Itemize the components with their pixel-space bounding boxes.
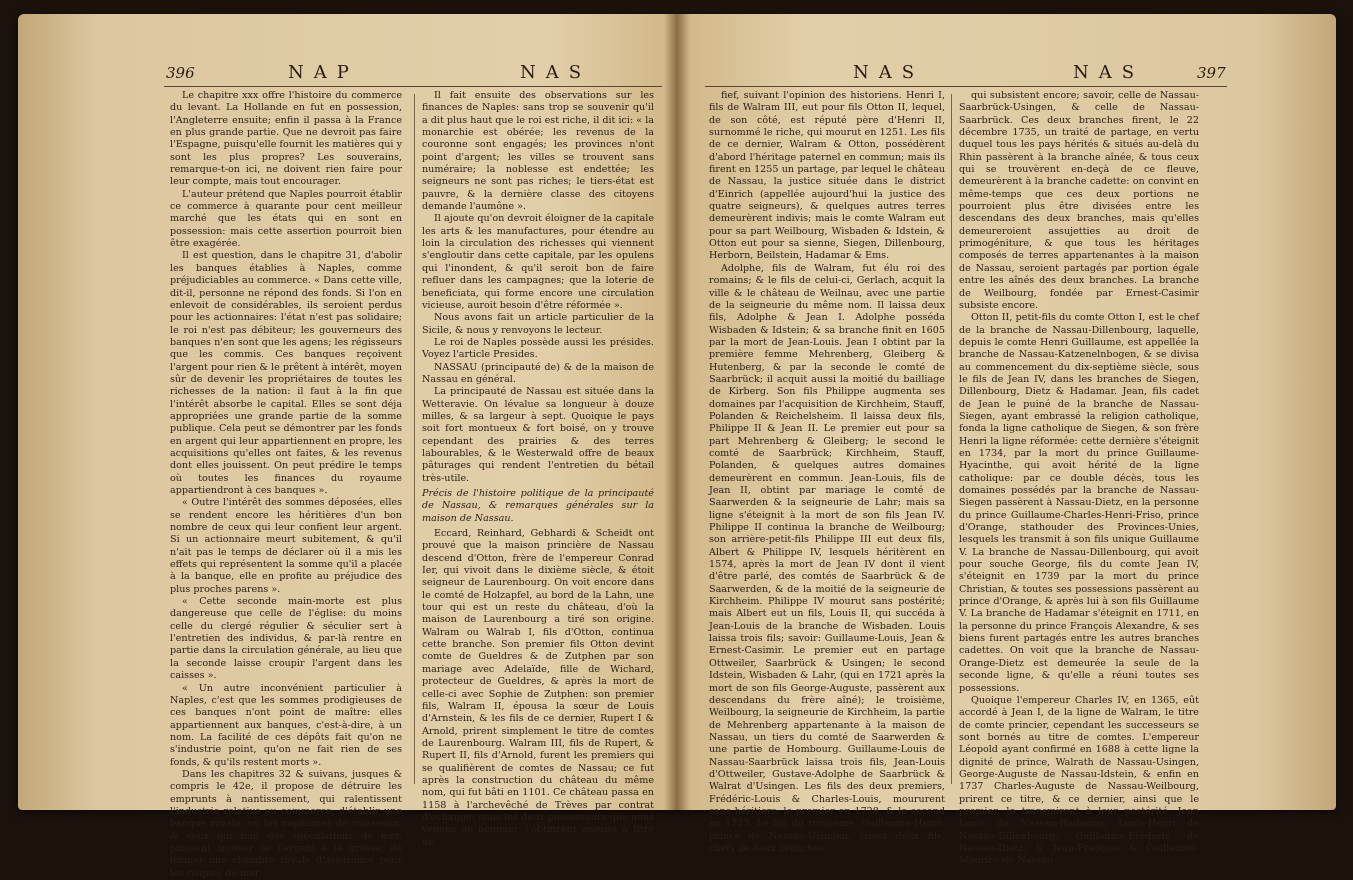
paragraph: Précis de l'histoire politique de la principauté de Nassau, & remarques générales sur la maison de Nassau. [422, 488, 654, 524]
column-divider [951, 94, 952, 784]
paragraph: Il ajoute qu'on devroit éloigner de la capitale les arts & les manufactures, pour étendre au loin la circulation des richesses qui viennent s'engloutir dans cette capitale, par les opulens qui l'inondent, & qu'il seroit bon de faire refluer dans les campagnes; que la loterie de beneficiata, qui forme encore une circulation vicieuse, auroit besoin d'être réformée ». [422, 213, 654, 311]
column-divider [414, 94, 415, 784]
page-number: 396 [166, 64, 195, 82]
right-page-header [677, 62, 1336, 86]
paragraph: L'auteur prétend que Naples pourroit établir ce commerce à quarante pour cent meilleur marché que les états qui en sont en possession: mais cette assertion pourroit bien être exagérée. [170, 188, 402, 250]
running-head: NAS [1073, 62, 1145, 83]
running-head: NAS [520, 62, 592, 83]
paragraph: Il fait ensuite des observations sur les finances de Naples: sans trop se souvenir qu'il a dit plus haut que le roi est riche, il dit ici: « la monarchie est obérée; les revenus de la couronne sont engagés; les provinces n'ont point d'argent; les villes se trouvent sans numéraire; la noblesse est endettée; les seigneurs ne sont pas riches; le tiers-état est pauvre, & la dernière classe des citoyens demande l'aumône ». [422, 90, 654, 213]
header-rule [705, 86, 1227, 87]
page-number: 397 [1197, 64, 1226, 82]
right-page [677, 14, 1336, 867]
paragraph: « Outre l'intérêt des sommes déposées, elles se rendent encore les héritières d'un bon nombre de ceux qui leur confient leur argent. Si un actionnaire meurt subitement, & qu'il n'ait pas le temps de déclarer où il a mis les effets qui représentent la somme qu'il a placée à la banque, elle en profite au préjudice des plus proches parens ». [170, 497, 402, 595]
paragraph: Adolphe, fils de Walram, fut élu roi des romains; & le fils de celui-ci, Gerlach, acquit la ville & le château de Weilnau, avec une partie de la seigneurie du même nom. Il laissa deux fils, Adolphe & Jean I. Adolphe posséda Wisbaden & Idstein; & sa branche finit en 1605 par la mort de Jean-Louis. Jean I obtint par la première femme Mehrenberg, Gleiberg & Hutenberg, & par la seconde le comté de Saarbrück; il acquit aussi la moitié du bailliage de Kirberg. Son fils Philippe augmenta ses domaines par l'acquisition de Kirchheim, Stauff, Polanden & Reichelsheim. Il laissa deux fils, Philippe II & Jean II. Le premier eut pour sa part Mehrenberg & Gleiberg; le second le comté de Saarbrück; Kirchheim, Stauff, Polanden, & quelques autres domaines demeurèrent en commun. Jean-Louis, fils de Jean II, obtint par mariage le comté de Saarwerden & la seigneurie de Lahr; mais sa ligne s'éteignit à la mort de son fils Jean IV. Philippe II continua la branche de Weilbourg; son arrière-petit-fils Philippe III eut deux fils, Albert & Philippe IV, lesquels héritèrent en 1574, après la mort de Jean IV dont il vient d'être parlé, des comtés de Saarbrück & de Saarwerden, & de la moitié de la seigneurie de Kirchheim. Philippe IV mourut sans postérité; mais Albert eut un fils, Louis II, qui succéda à Jean-Louis de la branche de Wisbaden. Louis laissa trois fils; savoir: Guillaume-Louis, Jean & Ernest-Casimir. Le premier eut en partage Ottweiler, Saarbrück & Usingen; le second Idstein, Wisbaden & Lahr, (qui en 1721 après la mort de son fils George-Auguste, passèrent aux descendans du frère aîné); le troisième, Weilbourg, la seigneurie de Kirchheim, la partie de Mehrenberg appartenante à la maison de Nassau, un tiers du comté de Saarwerden & une partie de Hombourg. Guillaume-Louis de Nassau-Saarbrück laissa trois fils, Jean-Louis d'Ottweiler, Gustave-Adolphe de Saarbrück & Walrat d'Usingen. Les fils des deux premiers, Frédéric-Louis & Charles-Louis, moururent sans héritiers; le premier en 1728, & le second en 1723. Le fils du troisième, Guillaume-Henri, prince de Nassau-Usingen, laissa deux fils, chefs de deux branches [709, 262, 945, 854]
text-column [170, 90, 402, 879]
paragraph: NASSAU (principauté de) & de la maison de Nassau en général. [422, 361, 654, 385]
header-rule [164, 86, 662, 87]
paragraph: « Un autre inconvénient particulier à Naples, c'est que les sommes prodigieuses de ces banques n'ont point de maître: elles appartiennent aux banques, c'est-à-dire, à un nom. La facilité de ces dépôts fait qu'on ne s'industrie point, qu'on ne fait rien de ses fonds, & qu'ils restent morts ». [170, 682, 402, 768]
left-page-header [18, 62, 677, 86]
paragraph: Eccard, Reinhard, Gebhardi & Scheidt ont prouvé que la maison princière de Nassau descend d'Otton, frère de l'empereur Conrad Ier, qui vivoit dans le dixième siècle, & étoit seigneur de Laurenbourg. On voit encore dans le comté de Holzapfel, au bord de la Lahn, une tour qui est un reste du château, d'où la maison de Laurenbourg a tiré son origine. Walram ou Walrab I, fils d'Otton, continua cette branche. Son premier fils Otton devint comte de Gueldres & de Zutphen par son mariage avec Adelaïde, fille de Wichard, protecteur de Gueldres, & après la mort de celle-ci avec Sophie de Zutphen: son premier fils, Walram II, épousa la sœur de Louis d'Arnstein, & les fils de ce dernier, Rupert I & Arnold, prirent simplement le titre de comtes de Laurenbourg. Walram III, fils de Rupert, & Rupert II, fils d'Arnold, furent les premiers qui se qualifièrent de comtes de Nassau; ce fut après la construction du château du même nom, qui fut bâti en 1101. Ce château passa en 1158 à l'archevêché de Trèves par contrat d'échange; mais les deux possesseurs que nous venons de nommer, l'obtinrent ensuite à titre de [422, 528, 654, 848]
paragraph: Le chapitre xxx offre l'histoire du commerce du levant. La Hollande en fut en possession, l'Angleterre ensuite; enfin il passa à la France en plus grande partie. Que ne devroit pas faire l'Espagne, puisqu'elle fournit les matières qui y sont les plus propres? Les souverains, remarque-t-on ici, ne doivent rien faire pour leur compte, mais tout encourager. [170, 90, 402, 188]
paragraph: Nous avons fait un article particulier de la Sicile, & nous y renvoyons le lecteur. [422, 312, 654, 336]
paragraph: qui subsistent encore; savoir, celle de Nassau-Saarbrück-Usingen, & celle de Nassau-Saarbrück. Ces deux branches firent, le 22 décembre 1735, un traité de partage, en vertu duquel tous les pays hérités & situés au-delà du Rhin passèrent à la branche aînée, & tous ceux qui se trouvèrent en-deçà de ce fleuve, demeurèrent à la branche cadette: on convint en même-temps que ces deux portions ne pourroient plus être divisées entre les descendans des deux branches, mais qu'elles demeureroient assujetties au droit de primogéniture, & que tous les héritages composés de terres appartenantes à la maison de Nassau, seroient partagés par portion égale entre les aînés des deux branches. La branche de Weilbourg, fondée par Ernest-Casimir subsiste encore. [959, 90, 1199, 311]
paragraph: Quoique l'empereur Charles IV, en 1365, eût accordé à Jean I, de la ligne de Walram, le titre de comte princier, cependant les successeurs se sont bornés au titre de comtes. L'empereur Léopold ayant confirmé en 1688 à cette ligne la dignité de prince, Walrath de Nassau-Usingen, George-Auguste de Nassau-Idstein, & enfin en 1737 Charles-Auguste de Nassau-Weilbourg, prirent ce titre, & ce dernier, ainsi que le premier, le transmirent à leur postérité. Jean Louis de Nassau-Hadamar, Louis-Henri de Nassau-Dillenbourg, Guillaume-Frédéric de Nassau-Dietz, & Jean-François & Guillaume-Maurice de Nassau- [959, 694, 1199, 867]
left-page [18, 14, 677, 879]
paragraph: La principauté de Nassau est située dans la Wetteravie. On lévalue sa longueur à douze milles, & sa largeur à sept. Quoique le pays soit fort montueux & fort boisé, on y trouve cependant des prairies & des terres labourables, & le Westerwald offre de beaux pâturages qui rendent l'entretien du bétail très-utile. [422, 386, 654, 484]
book-spread [18, 14, 1336, 879]
running-head: NAS [853, 62, 925, 83]
text-column [709, 90, 945, 854]
paragraph: Il est question, dans le chapitre 31, d'abolir les banques établies à Naples, comme préjudiciables au commerce. « Dans cette ville, dit-il, personne ne répond des fonds. Si l'on en enlevoit de considérables, ils seroient perdus pour les actionnaires: l'état n'est pas solidaire; le roi n'est pas débiteur; les gouverneurs des banques n'en sont que les agens; les régisseurs que les commis. Ces banques reçoivent l'argent pour rien & le prêtent à intérêt, moyen sûr de devenir les propriétaires de toutes les richesses de la nation: il faut à la fin que l'intérêt absorbe le capital. Elles se sont déja appropriées une grande partie de la somme publique. Cela peut se démontrer par les fonds en argent qui leur appartiennent en propre, les acquisitions qu'elles ont faites, & les revenus dont elles jouissent. On peut prédire le temps où toutes les finances du royaume appartiendront à ces banques ». [170, 250, 402, 496]
paragraph: Le roi de Naples possède aussi les présides. Voyez l'article Presides. [422, 336, 654, 361]
running-head: NAP [288, 62, 359, 83]
paragraph: Otton II, petit-fils du comte Otton I, est le chef de la branche de Nassau-Dillenbourg, laquelle, depuis le comte Henri Guillaume, est appellée la branche de Nassau-Katzenelnbogen, & se divisa au commencement du dix-septième siècle, sous le fils de Jean IV, dans les branches de Siegen, Dillenbourg, Dietz & Hadamar. Jean, fils cadet de Jean le puiné de la branche de Nassau-Siegen, ayant embrassé la religion catholique, fonda la ligne catholique de Siegen, & son frère Henri la ligne réformée: cette dernière s'éteignit en 1734, par la mort du prince Guillaume-Hyacinthe, qui avoit hérité de la ligne catholique: par ce double décès, tous les domaines possédés par la branche de Nassau-Siegen passèrent à Nassau-Dietz, en la personne du prince Guillaume-Charles-Henri-Friso, prince d'Orange, stathouder des Provinces-Unies, lesquels les transmit à son fils unique Guillaume V. La branche de Nassau-Dillenbourg, qui avoit pour souche George, fils du comte Jean IV, s'éteignit en 1739 par la mort du prince Christian, & toutes ses possessions passèrent au prince d'Orange, & après lui à son fils Guillaume V. La branche de Hadamar s'éteignit en 1711, en la personne du prince François Alexandre, & ses biens furent partagés entre les autres branches cadettes. On voit que la branche de Nassau-Orange-Dietz est demeurée la seule de la seconde ligne, & qu'elle a réuni toutes ses possessions. [959, 312, 1199, 694]
paragraph: Dans les chapitres 32 & suivans, jusques & compris le 42e, il propose de détruire les emprunts à nantissement, qui ralentissent l'industrie relative au commerce; d'établir une banque royale, où les capitaines de vaisseaux, & ceux qui font des spéculations de mer, puissent trouver de l'argent à la grosse; de former une chambre royale d'assurance pour les risques de mer. [170, 768, 402, 879]
paragraph: « Cette seconde main-morte est plus dangereuse que celle de l'église: du moins celle du clergé régulier & séculier sert à l'entretien des individus, & par-là rentre en partie dans la circulation générale, au lieu que la seconde laisse croupir l'argent dans les caisses ». [170, 596, 402, 682]
text-column [422, 90, 654, 848]
paragraph: fief, suivant l'opinion des historiens. Henri I, fils de Walram III, eut pour fils Otton II, lequel, de son côté, est réputé père d'Henri II, surnommé le riche, qui mourut en 1251. Les fils de ce dernier, Walram & Otton, possédèrent d'abord l'héritage paternel en commun; mais ils firent en 1255 un partage, par lequel le château de Nassau, la justice située dans le district d'Einrich (appellée aujourd'hui la justice des quatre seigneurs), & quelques autres terres demeurèrent indivis; mais le comte Walram eut pour sa part Weilbourg, Wisbaden & Idstein, & Otton eut pour sa sienne, Siegen, Dillenbourg, Herborn, Beilstein, Hadamar & Ems. [709, 90, 945, 262]
text-column [959, 90, 1199, 867]
